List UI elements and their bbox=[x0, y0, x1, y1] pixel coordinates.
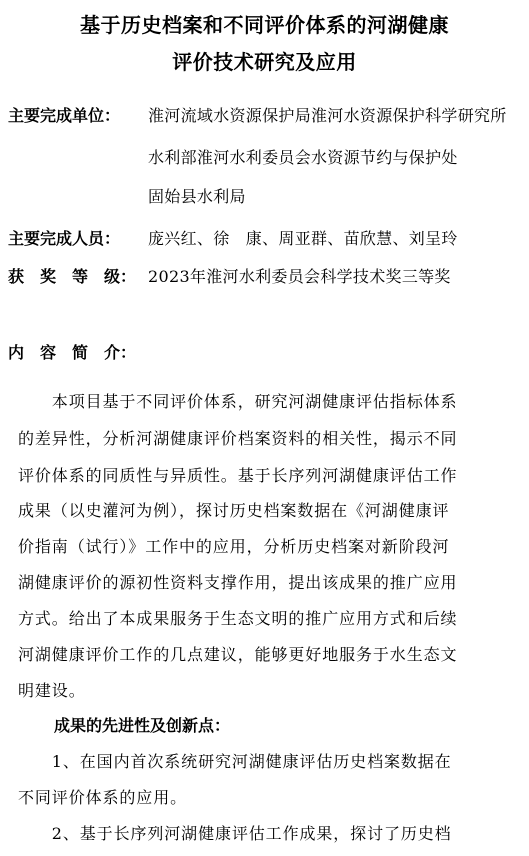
award-level: 2023年淮河水利委员会科学技术奖三等奖 bbox=[148, 267, 451, 286]
summary-line: 本项目基于不同评价体系，研究河湖健康评估指标体系 bbox=[18, 392, 458, 411]
award-label: 获 奖 等 级： bbox=[8, 267, 137, 286]
summary-line: 成果（以史灌河为例），探讨历史档案数据在《河湖健康评 bbox=[18, 501, 450, 520]
document-title-line-2: 评价技术研究及应用 bbox=[172, 50, 357, 74]
summary-line: 湖健康评价的源初性资料支撑作用，提出该成果的推广应用 bbox=[18, 573, 458, 592]
unit-name: 淮河流域水资源保护局淮河水资源保护科学研究所 bbox=[148, 106, 507, 125]
innovation-line: 不同评价体系的应用。 bbox=[18, 788, 188, 807]
people-names: 庞兴红、徐 康、周亚群、苗欣慧、刘呈玲 bbox=[148, 229, 458, 248]
document-title-line-1: 基于历史档案和不同评价体系的河湖健康 bbox=[80, 13, 449, 37]
summary-line: 方式。给出了本成果服务于生态文明的推广应用方式和后续 bbox=[18, 609, 458, 628]
summary-line: 明建设。 bbox=[18, 681, 86, 700]
summary-line: 的差异性，分析河湖健康评价档案资料的相关性，揭示不同 bbox=[18, 429, 458, 448]
summary-line: 价指南（试行）》工作中的应用，分析历史档案对新阶段河 bbox=[18, 537, 450, 556]
summary-heading: 内 容 简 介： bbox=[8, 343, 137, 362]
people-label: 主要完成人员： bbox=[8, 229, 121, 248]
summary-line: 河湖健康评价工作的几点建议，能够更好地服务于水生态文 bbox=[18, 645, 458, 664]
units-label: 主要完成单位： bbox=[8, 106, 121, 125]
summary-line: 评价体系的同质性与异质性。基于长序列河湖健康评估工作 bbox=[18, 466, 458, 485]
innovation-line: 1、在国内首次系统研究河湖健康评估历史档案数据在 bbox=[18, 752, 452, 771]
unit-name: 水利部淮河水利委员会水资源节约与保护处 bbox=[148, 148, 458, 167]
unit-name: 固始县水利局 bbox=[148, 187, 246, 206]
innovation-heading: 成果的先进性及创新点： bbox=[54, 716, 231, 735]
innovation-line: 2、基于长序列河湖健康评估工作成果，探讨了历史档 bbox=[18, 824, 452, 843]
